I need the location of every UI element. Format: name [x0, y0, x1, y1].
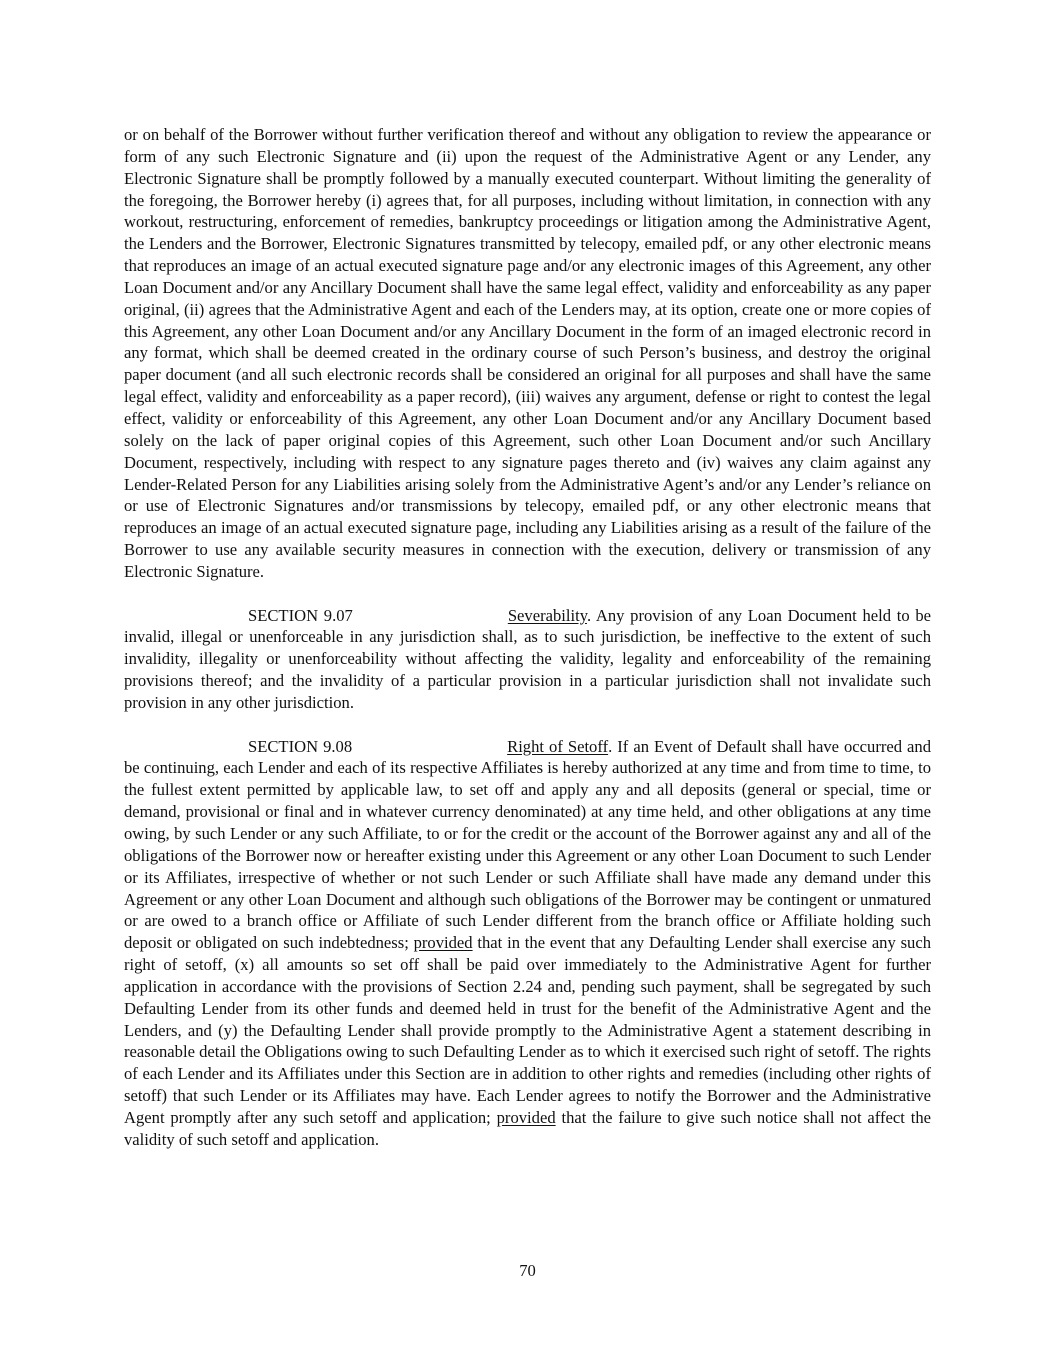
section-9-07-body: Any provision of any Loan Document held to be invalid, illegal or unenforceable in any jurisdiction shall, as to such jurisdiction, be ineffective to the extent of such invalidity, illegality or unenforceability without affecting the validity, legality and enforceability of the remaining provisions thereof; and the invalidity of a particular provision in a particular jurisdiction shall not invalidate such provision in any other jurisdiction. — [124, 605, 932, 712]
section-9-07-heading-punct: . — [586, 605, 592, 625]
section-9-08-body-2: that in the event that any Defaulting Lender shall exercise any such right of setoff, (x) all amounts so set off shall be paid over immediately to the Administrative Agent for further application in accordance with the provisions of Section 2.24 and, pending such payment, shall be segregated by such Defaulting Lender from its other funds and deemed held in trust for the benefit of the Administrative Agent and the Lenders, and (y) the Defaulting Lender shall provide promptly to the Administrative Agent a statement describing in reasonable detail the Obligations owing to such Defaulting Lender as to which it exercised such right of setoff. The rights of each Lender and its Affiliates under this Section are in addition to other rights and remedies (including other rights of setoff) that such Lender or its Affiliates may have. Each Lender agrees to notify the Borrower and the Administrative Agent promptly after any such setoff and application; — [124, 933, 931, 1127]
section-9-07-number: SECTION 9.07 — [248, 605, 353, 625]
section-9-07-heading: Severability — [507, 605, 587, 625]
section-9-08-heading-punct: . — [608, 736, 613, 756]
section-9-08-number: SECTION 9.08 — [248, 736, 353, 756]
section-9-08-paragraph — [124, 736, 931, 1151]
section-9-07-paragraph — [124, 605, 931, 714]
provided-term-1: provided — [413, 933, 473, 953]
continuation-paragraph: or on behalf of the Borrower without further verification thereof and without any obligation to review the appearance or form of any such Electronic Signature and (ii) upon the request of the Administrative Agent or any Lender, any Electronic Signature shall be promptly followed by a manually executed counterpart. Without limiting the generality of the foregoing, the Borrower hereby (i) agrees that, for all purposes, including without limitation, in connection with any workout, restructuring, enforcement of remedies, bankruptcy proceedings or litigation among the Administrative Agent, the Lenders and the Borrower, Electronic Signatures transmitted by telecopy, emailed pdf, or any other electronic means that reproduces an image of an actual executed signature page and/or any electronic images of this Agreement, any other Loan Document and/or any Ancillary Document shall have the same legal effect, validity and enforceability as any paper original, (ii) agrees that the Administrative Agent and each of the Lenders may, at its option, create one or more copies of this Agreement, any other Loan Document and/or any Ancillary Document in the form of an imaged electronic record in any format, which shall be deemed created in the ordinary course of such Person’s business, and destroy the original paper document (and all such electronic records shall be considered an original for all purposes and shall have the same legal effect, validity and enforceability as a paper record), (iii) waives any argument, defense or right to contest the legal effect, validity or enforceability of this Agreement, any other Loan Document and/or any Ancillary Document based solely on the lack of paper original copies of this Agreement, such other Loan Document and/or such Ancillary Document, respectively, including with respect to any signature pages thereto and (iv) waives any claim against any Lender-Related Person for any Liabilities arising solely from the Administrative Agent’s and/or any Lender’s reliance on or use of Electronic Signatures and/or transmissions by telecopy, emailed pdf, or any other electronic means that reproduces an image of an actual executed signature page, including any Liabilities arising as a result of the failure of the Borrower to use any available security measures in connection with the execution, delivery or transmission of any Electronic Signature. — [124, 125, 931, 581]
section-9-08-body-1: If an Event of Default shall have occurred and be continuing, each Lender and each of its respective Affiliates is hereby authorized at any time and from time to time, to the fullest extent permitted by applicable law, to set off and apply any and all deposits (general or special, time or demand, provisional or final and in whatever currency denominated) at any time held, and other obligations at any time owing, by such Lender or any such Affiliate, to or for the credit or the account of the Borrower against any and all of the obligations of the Borrower now or hereafter existing under this Agreement or any other Loan Document to such Lender or its Affiliates, irrespective of whether or not such Lender or such Affiliate shall have made any demand under this Agreement or any other Loan Document and although such obligations of the Borrower may be contingent or unmatured or are owed to a branch office or Affiliate of such Lender different from the branch office or Affiliate holding such deposit or obligated on such indebtedness; — [124, 736, 932, 953]
section-9-08-heading: Right of Setoff — [507, 736, 609, 756]
provided-term-2: provided — [496, 1107, 556, 1127]
section-9-08-body-3: that the failure to give such notice shall not affect the validity of such setoff and application. — [124, 1107, 931, 1149]
document-page — [124, 124, 931, 1151]
page-number: 70 — [519, 1261, 536, 1280]
